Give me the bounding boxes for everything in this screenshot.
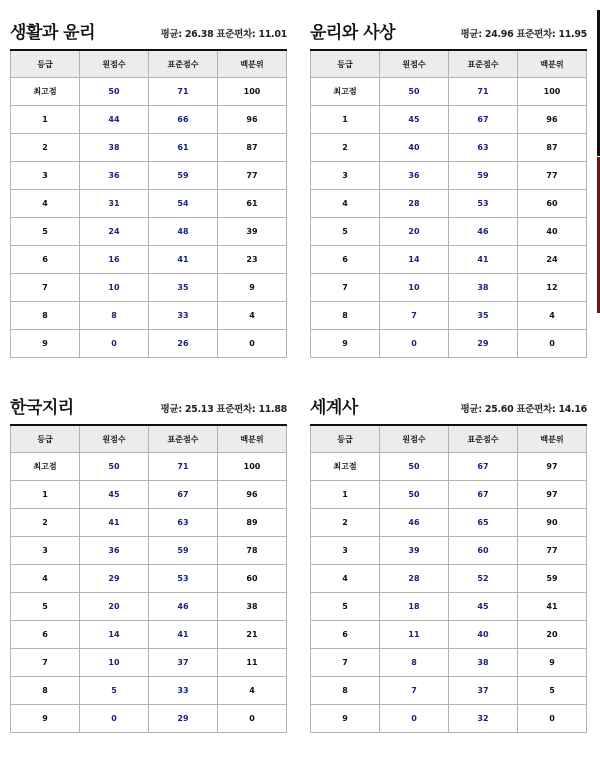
subject-block	[310, 393, 587, 733]
percentile-cell: 5	[518, 677, 587, 705]
raw-score-cell: 45	[80, 481, 149, 509]
grade-cell: 1	[311, 481, 380, 509]
percentile-cell: 39	[218, 218, 287, 246]
percentile-cell: 96	[518, 106, 587, 134]
table-row	[311, 274, 587, 302]
raw-score-cell: 20	[380, 218, 449, 246]
column-header-percentile: 백분위	[218, 50, 287, 78]
grade-cell: 7	[311, 274, 380, 302]
standard-score-cell: 32	[449, 705, 518, 733]
table-row	[311, 481, 587, 509]
percentile-cell: 60	[218, 565, 287, 593]
standard-score-cell: 46	[149, 593, 218, 621]
standard-score-cell: 26	[149, 330, 218, 358]
standard-score-cell: 66	[149, 106, 218, 134]
table-row	[11, 134, 287, 162]
standard-score-cell: 63	[449, 134, 518, 162]
grade-cell: 3	[11, 162, 80, 190]
standard-score-cell: 67	[149, 481, 218, 509]
grade-cell: 4	[311, 565, 380, 593]
raw-score-cell: 8	[80, 302, 149, 330]
grade-cell: 9	[11, 330, 80, 358]
grade-cell: 1	[11, 481, 80, 509]
percentile-cell: 4	[518, 302, 587, 330]
raw-score-cell: 10	[80, 274, 149, 302]
subject-header	[10, 393, 287, 419]
percentile-cell: 0	[218, 330, 287, 358]
raw-score-cell: 50	[380, 78, 449, 106]
standard-score-cell: 67	[449, 481, 518, 509]
grade-cell: 2	[311, 134, 380, 162]
subject-title: 세계사	[310, 398, 358, 418]
raw-score-cell: 24	[80, 218, 149, 246]
raw-score-cell: 36	[80, 162, 149, 190]
subject-header	[10, 18, 287, 44]
percentile-cell: 60	[518, 190, 587, 218]
grade-cell: 3	[311, 162, 380, 190]
standard-score-cell: 59	[149, 162, 218, 190]
raw-score-cell: 45	[380, 106, 449, 134]
column-header-raw-score: 원점수	[380, 425, 449, 453]
grade-cell: 5	[11, 218, 80, 246]
grade-cell: 7	[311, 649, 380, 677]
table-row	[11, 78, 287, 106]
standard-score-cell: 71	[449, 78, 518, 106]
raw-score-cell: 36	[380, 162, 449, 190]
grade-cell: 8	[11, 302, 80, 330]
table-row	[11, 302, 287, 330]
raw-score-cell: 14	[80, 621, 149, 649]
raw-score-cell: 28	[380, 190, 449, 218]
table-row	[311, 246, 587, 274]
percentile-cell: 77	[518, 537, 587, 565]
raw-score-cell: 0	[80, 330, 149, 358]
grade-cell: 6	[311, 621, 380, 649]
column-header-standard-score: 표준점수	[449, 425, 518, 453]
table-row	[11, 190, 287, 218]
raw-score-cell: 10	[80, 649, 149, 677]
subject-stats: 평균: 25.60 표준편차: 14.16	[460, 404, 587, 415]
raw-score-cell: 0	[380, 705, 449, 733]
table-row	[311, 677, 587, 705]
standard-score-cell: 61	[149, 134, 218, 162]
standard-score-cell: 59	[449, 162, 518, 190]
standard-score-cell: 60	[449, 537, 518, 565]
table-row	[11, 246, 287, 274]
percentile-cell: 78	[218, 537, 287, 565]
percentile-cell: 100	[218, 453, 287, 481]
grade-cell: 1	[311, 106, 380, 134]
grade-table	[310, 424, 587, 733]
standard-score-cell: 67	[449, 453, 518, 481]
standard-score-cell: 71	[149, 78, 218, 106]
table-row	[311, 134, 587, 162]
column-header-grade: 등급	[311, 425, 380, 453]
table-row	[11, 565, 287, 593]
percentile-cell: 61	[218, 190, 287, 218]
standard-score-cell: 38	[449, 274, 518, 302]
table-row	[311, 162, 587, 190]
subject-title: 한국지리	[10, 398, 74, 418]
table-row	[11, 481, 287, 509]
column-header-raw-score: 원점수	[380, 50, 449, 78]
grade-cell: 2	[11, 134, 80, 162]
subject-header	[310, 393, 587, 419]
percentile-cell: 96	[218, 481, 287, 509]
percentile-cell: 4	[218, 302, 287, 330]
raw-score-cell: 10	[380, 274, 449, 302]
raw-score-cell: 28	[380, 565, 449, 593]
raw-score-cell: 31	[80, 190, 149, 218]
table-row	[311, 78, 587, 106]
subject-stats: 평균: 24.96 표준편차: 11.95	[460, 29, 587, 40]
percentile-cell: 4	[218, 677, 287, 705]
percentile-cell: 11	[218, 649, 287, 677]
grade-cell: 4	[11, 190, 80, 218]
percentile-cell: 77	[518, 162, 587, 190]
grade-cell: 3	[311, 537, 380, 565]
percentile-cell: 0	[518, 705, 587, 733]
column-header-standard-score: 표준점수	[149, 425, 218, 453]
table-row	[11, 162, 287, 190]
raw-score-cell: 29	[80, 565, 149, 593]
grade-cell: 9	[311, 330, 380, 358]
raw-score-cell: 0	[380, 330, 449, 358]
column-header-raw-score: 원점수	[80, 425, 149, 453]
standard-score-cell: 40	[449, 621, 518, 649]
standard-score-cell: 35	[149, 274, 218, 302]
percentile-cell: 100	[218, 78, 287, 106]
table-row	[11, 509, 287, 537]
standard-score-cell: 46	[449, 218, 518, 246]
grade-cell: 6	[311, 246, 380, 274]
percentile-cell: 0	[518, 330, 587, 358]
raw-score-cell: 44	[80, 106, 149, 134]
grade-cell: 최고점	[311, 78, 380, 106]
subject-block	[10, 18, 287, 358]
standard-score-cell: 41	[149, 246, 218, 274]
grade-cell: 5	[11, 593, 80, 621]
grade-table	[10, 49, 287, 358]
column-header-standard-score: 표준점수	[149, 50, 218, 78]
grade-cell: 9	[311, 705, 380, 733]
table-header-row	[311, 425, 587, 453]
table-row	[311, 453, 587, 481]
standard-score-cell: 37	[149, 649, 218, 677]
grade-cell: 8	[11, 677, 80, 705]
column-header-grade: 등급	[11, 425, 80, 453]
column-header-percentile: 백분위	[218, 425, 287, 453]
table-row	[11, 453, 287, 481]
grade-cell: 최고점	[311, 453, 380, 481]
grade-table	[10, 424, 287, 733]
raw-score-cell: 18	[380, 593, 449, 621]
subject-block	[310, 18, 587, 358]
standard-score-cell: 29	[449, 330, 518, 358]
table-row	[11, 330, 287, 358]
table-row	[11, 218, 287, 246]
percentile-cell: 20	[518, 621, 587, 649]
table-row	[11, 649, 287, 677]
standard-score-cell: 45	[449, 593, 518, 621]
grade-cell: 7	[11, 649, 80, 677]
table-row	[311, 565, 587, 593]
standard-score-cell: 71	[149, 453, 218, 481]
percentile-cell: 87	[518, 134, 587, 162]
raw-score-cell: 8	[380, 649, 449, 677]
grade-cell: 1	[11, 106, 80, 134]
percentile-cell: 38	[218, 593, 287, 621]
column-header-raw-score: 원점수	[80, 50, 149, 78]
raw-score-cell: 5	[80, 677, 149, 705]
standard-score-cell: 41	[449, 246, 518, 274]
subject-title: 윤리와 사상	[310, 23, 396, 43]
standard-score-cell: 33	[149, 302, 218, 330]
table-header-row	[11, 425, 287, 453]
table-row	[11, 621, 287, 649]
grade-cell: 9	[11, 705, 80, 733]
raw-score-cell: 46	[380, 509, 449, 537]
percentile-cell: 100	[518, 78, 587, 106]
table-row	[11, 593, 287, 621]
percentile-cell: 77	[218, 162, 287, 190]
column-header-standard-score: 표준점수	[449, 50, 518, 78]
raw-score-cell: 16	[80, 246, 149, 274]
raw-score-cell: 39	[380, 537, 449, 565]
standard-score-cell: 29	[149, 705, 218, 733]
table-row	[311, 593, 587, 621]
table-row	[11, 106, 287, 134]
percentile-cell: 40	[518, 218, 587, 246]
raw-score-cell: 50	[380, 453, 449, 481]
raw-score-cell: 50	[80, 453, 149, 481]
percentile-cell: 24	[518, 246, 587, 274]
table-row	[311, 302, 587, 330]
table-row	[311, 649, 587, 677]
table-header-row	[11, 50, 287, 78]
grade-cell: 8	[311, 302, 380, 330]
percentile-cell: 21	[218, 621, 287, 649]
percentile-cell: 87	[218, 134, 287, 162]
standard-score-cell: 33	[149, 677, 218, 705]
standard-score-cell: 35	[449, 302, 518, 330]
table-row	[311, 621, 587, 649]
raw-score-cell: 7	[380, 677, 449, 705]
table-row	[11, 677, 287, 705]
percentile-cell: 90	[518, 509, 587, 537]
raw-score-cell: 7	[380, 302, 449, 330]
grade-cell: 6	[11, 246, 80, 274]
grade-cell: 7	[11, 274, 80, 302]
subject-title: 생활과 윤리	[10, 23, 96, 43]
raw-score-cell: 14	[380, 246, 449, 274]
grade-cell: 5	[311, 218, 380, 246]
standard-score-cell: 63	[149, 509, 218, 537]
table-header-row	[311, 50, 587, 78]
subject-stats: 평균: 26.38 표준편차: 11.01	[160, 29, 287, 40]
subject-block	[10, 393, 287, 733]
raw-score-cell: 50	[80, 78, 149, 106]
grade-cell: 3	[11, 537, 80, 565]
percentile-cell: 0	[218, 705, 287, 733]
standard-score-cell: 59	[149, 537, 218, 565]
percentile-cell: 23	[218, 246, 287, 274]
subject-header	[310, 18, 587, 44]
grade-cell: 5	[311, 593, 380, 621]
raw-score-cell: 41	[80, 509, 149, 537]
column-header-percentile: 백분위	[518, 50, 587, 78]
standard-score-cell: 37	[449, 677, 518, 705]
percentile-cell: 96	[218, 106, 287, 134]
percentile-cell: 41	[518, 593, 587, 621]
grade-cell: 4	[11, 565, 80, 593]
standard-score-cell: 67	[449, 106, 518, 134]
standard-score-cell: 53	[449, 190, 518, 218]
standard-score-cell: 54	[149, 190, 218, 218]
raw-score-cell: 36	[80, 537, 149, 565]
table-row	[311, 537, 587, 565]
percentile-cell: 9	[518, 649, 587, 677]
grade-cell: 최고점	[11, 453, 80, 481]
table-row	[311, 218, 587, 246]
grade-cell: 6	[11, 621, 80, 649]
raw-score-cell: 0	[80, 705, 149, 733]
table-row	[311, 705, 587, 733]
subject-stats: 평균: 25.13 표준편차: 11.88	[160, 404, 287, 415]
column-header-grade: 등급	[311, 50, 380, 78]
standard-score-cell: 53	[149, 565, 218, 593]
table-row	[311, 509, 587, 537]
percentile-cell: 89	[218, 509, 287, 537]
table-row	[311, 106, 587, 134]
table-row	[11, 705, 287, 733]
table-row	[11, 537, 287, 565]
grade-cell: 4	[311, 190, 380, 218]
raw-score-cell: 40	[380, 134, 449, 162]
table-row	[11, 274, 287, 302]
percentile-cell: 9	[218, 274, 287, 302]
percentile-cell: 97	[518, 481, 587, 509]
standard-score-cell: 52	[449, 565, 518, 593]
percentile-cell: 97	[518, 453, 587, 481]
grade-cell: 8	[311, 677, 380, 705]
raw-score-cell: 50	[380, 481, 449, 509]
grade-cell: 최고점	[11, 78, 80, 106]
standard-score-cell: 48	[149, 218, 218, 246]
standard-score-cell: 38	[449, 649, 518, 677]
standard-score-cell: 41	[149, 621, 218, 649]
percentile-cell: 59	[518, 565, 587, 593]
grade-table	[310, 49, 587, 358]
raw-score-cell: 38	[80, 134, 149, 162]
standard-score-cell: 65	[449, 509, 518, 537]
column-header-percentile: 백분위	[518, 425, 587, 453]
percentile-cell: 12	[518, 274, 587, 302]
grade-cell: 2	[311, 509, 380, 537]
column-header-grade: 등급	[11, 50, 80, 78]
raw-score-cell: 20	[80, 593, 149, 621]
table-row	[311, 190, 587, 218]
raw-score-cell: 11	[380, 621, 449, 649]
grade-cell: 2	[11, 509, 80, 537]
table-row	[311, 330, 587, 358]
